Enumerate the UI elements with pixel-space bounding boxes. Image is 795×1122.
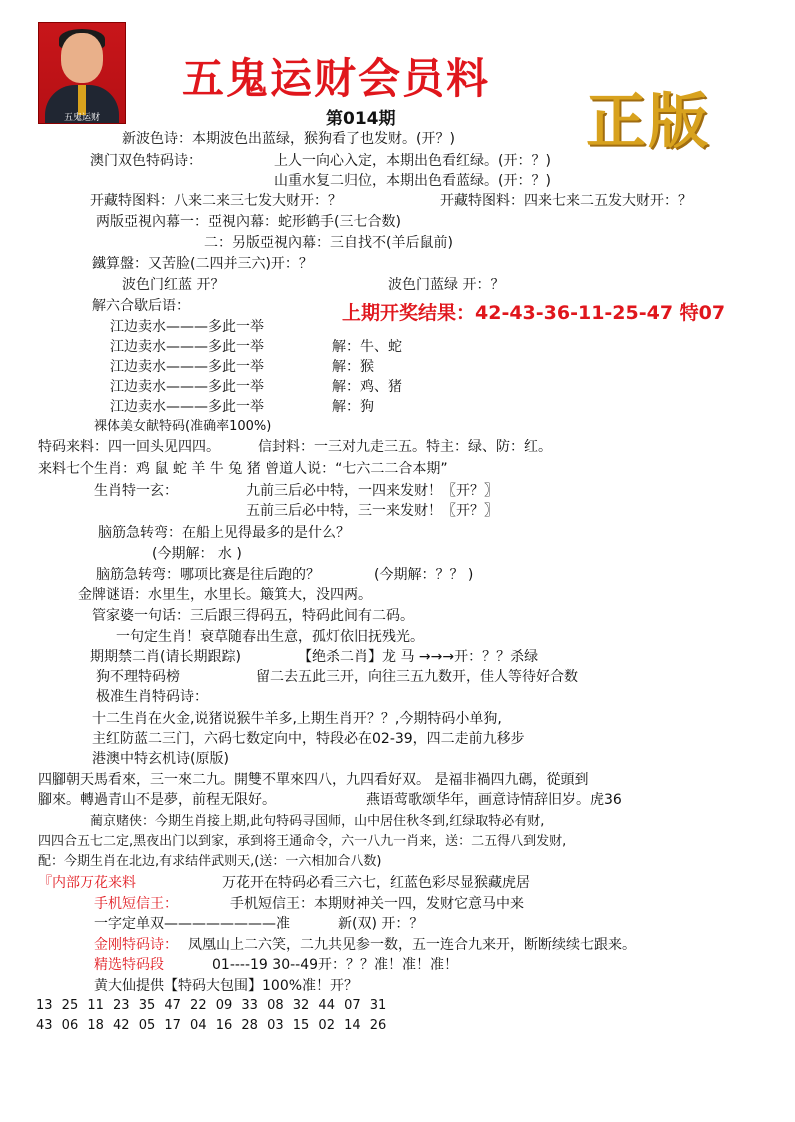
text-line: 二：另版亞視內幕：三自找不(羊后鼠前) [204,235,453,251]
text-line: 来料七个生肖：鸡 鼠 蛇 羊 牛 兔 猪 曾道人说：“七六二二合本期” [38,461,448,477]
text-line: 波色门红蓝 开？ [122,277,225,293]
text-line: 两版亞視內幕一：亞視內幕：蛇形鹤手(三七合数) [96,214,401,230]
text-line: 凤凰山上二六笑，二九共见参一数，五一连合九来开，断断续续七跟来。 [188,937,636,953]
text-line: 管家婆一句话：三后跟三得码五，特码此间有二码。 [92,608,414,624]
text-line: 新(双) 开：？ [338,916,424,932]
text-line: 万花开在特码必看三六七，红蓝色彩尽显猴藏虎居 [222,875,530,891]
text-line: 山重水复二归位，本期出色看蓝绿。(开：？) [274,173,551,189]
text-line: 腳來。轉過青山不是夢，前程无限好。 [38,792,276,808]
issue-number: 第014期 [326,109,396,129]
text-line: 解六合歇后语： [92,298,190,314]
text-line: 江边卖水———多此一举 [110,359,264,375]
text-line: 燕语莺歌颂华年，画意诗情辞旧岁。虎36 [366,792,622,808]
page-title: 五鬼运财会员料 [182,54,491,103]
text-line: 『内部万花来料 [38,875,136,891]
text-line: 鐵算盤：又苦脸(二四并三六)开：？ [92,256,313,272]
text-line: 波色门蓝绿 开：？ [388,277,505,293]
text-line: 江边卖水———多此一举 [110,339,264,355]
text-line: 蔺京赌侠：今期生肖接上期,此句特码寻国师，山中居住秋冬到,红绿取特必有财, [90,814,545,829]
text-line: 十二生肖在火金,说猪说猴牛羊多,上期生肖开？？,今期特码小单狗, [92,711,502,727]
photo-caption: 五鬼运财 [63,113,100,123]
text-line: 01----19 30--49开：？？准！准！准！ [212,957,459,973]
portrait-photo [38,22,126,124]
text-line: 江边卖水———多此一举 [110,319,264,335]
last-draw-result: 上期开奖结果：42-43-36-11-25-47 特07 [342,302,726,324]
portrait-face [61,33,103,83]
text-line: 一字定单双————————准 [94,916,290,932]
text-line: 生肖特一玄： [94,483,178,499]
text-line: 【绝杀二肖】龙 马 →→→开：？？杀绿 [298,649,539,665]
text-line: 上人一向心入定，本期出色看红绿。(开：？) [274,153,551,169]
text-line: (今期解： 水 ) [152,546,242,562]
text-line: 澳门双色特码诗： [90,153,202,169]
text-line: 主红防蓝二三门，六码七数定向中，特段必在02-39，四二走前九移步 [92,731,525,747]
text-line: (今期解：？？ ) [374,567,474,583]
text-line: 信封料：一三对九走三五。特主：绿、防：红。 [258,439,552,455]
text-line: 黄大仙提供【特码大包围】100%准！开？ [94,978,359,994]
text-line: 九前三后必中特，一四来发财！〖开？〗 [246,483,498,499]
authentic-stamp: 正版 [586,87,710,157]
text-line: 开藏特图料：八来二来三七发大财开：？ [90,193,342,209]
text-line: 手机短信王： [94,896,178,912]
number-row: 43 06 18 42 05 17 04 16 28 03 15 02 14 26 [36,1018,387,1033]
text-line: 金刚特码诗： [94,937,178,953]
text-line: 狗不理特码榜 [96,669,180,685]
text-line: 解：猴 [332,359,374,375]
text-line: 五前三后必中特，三一来发财！〖开？〗 [246,503,498,519]
text-line: 解：鸡、猪 [332,379,402,395]
text-line: 解：狗 [332,399,374,415]
text-line: 脑筋急转弯：哪项比赛是往后跑的？ [96,567,320,583]
text-line: 配：今期生肖在北边,有求结伴武则天,(送：一六相加合八数) [38,854,382,869]
text-line: 四腳朝天馬看來，三一來二九。開雙不單來四八，九四看好双。 是福非禍四九碼，從頭到 [38,772,589,788]
text-line: 金牌谜语：水里生，水里长。簸箕大，没四两。 [78,587,372,603]
text-line: 期期禁二肖(请长期跟踪) [90,649,241,665]
text-line: 裸体美女献特码(准确率100%) [94,419,272,434]
text-line: 四四合五七二定,黑夜出门以到家，承到将王通命令，六一八九一肖来，送：二五得八到发财, [38,834,567,849]
text-line: 一句定生肖！衰草随春出生意，孤灯依旧抚残光。 [116,629,424,645]
text-line: 江边卖水———多此一举 [110,379,264,395]
text-line: 极准生肖特码诗： [96,689,208,705]
text-line: 新波色诗：本期波色出蓝绿，猴狗看了也发财。(开？) [122,131,455,147]
text-line: 江边卖水———多此一举 [110,399,264,415]
text-line: 脑筋急转弯：在船上见得最多的是什么？ [98,525,350,541]
text-line: 解：牛、蛇 [332,339,402,355]
text-line: 手机短信王：本期财神关一四，发财它意马中来 [230,896,524,912]
text-line: 开藏特图料：四来七来二五发大财开：？ [440,193,692,209]
text-line: 特码来料：四一回头见四四。 [38,439,220,455]
text-line: 留二去五此三开，向往三五九数开，佳人等待好合数 [256,669,578,685]
text-line: 精选特码段 [94,957,164,973]
number-row: 13 25 11 23 35 47 22 09 33 08 32 44 07 31 [36,998,387,1013]
text-line: 港澳中特玄机诗(原版) [92,751,229,767]
